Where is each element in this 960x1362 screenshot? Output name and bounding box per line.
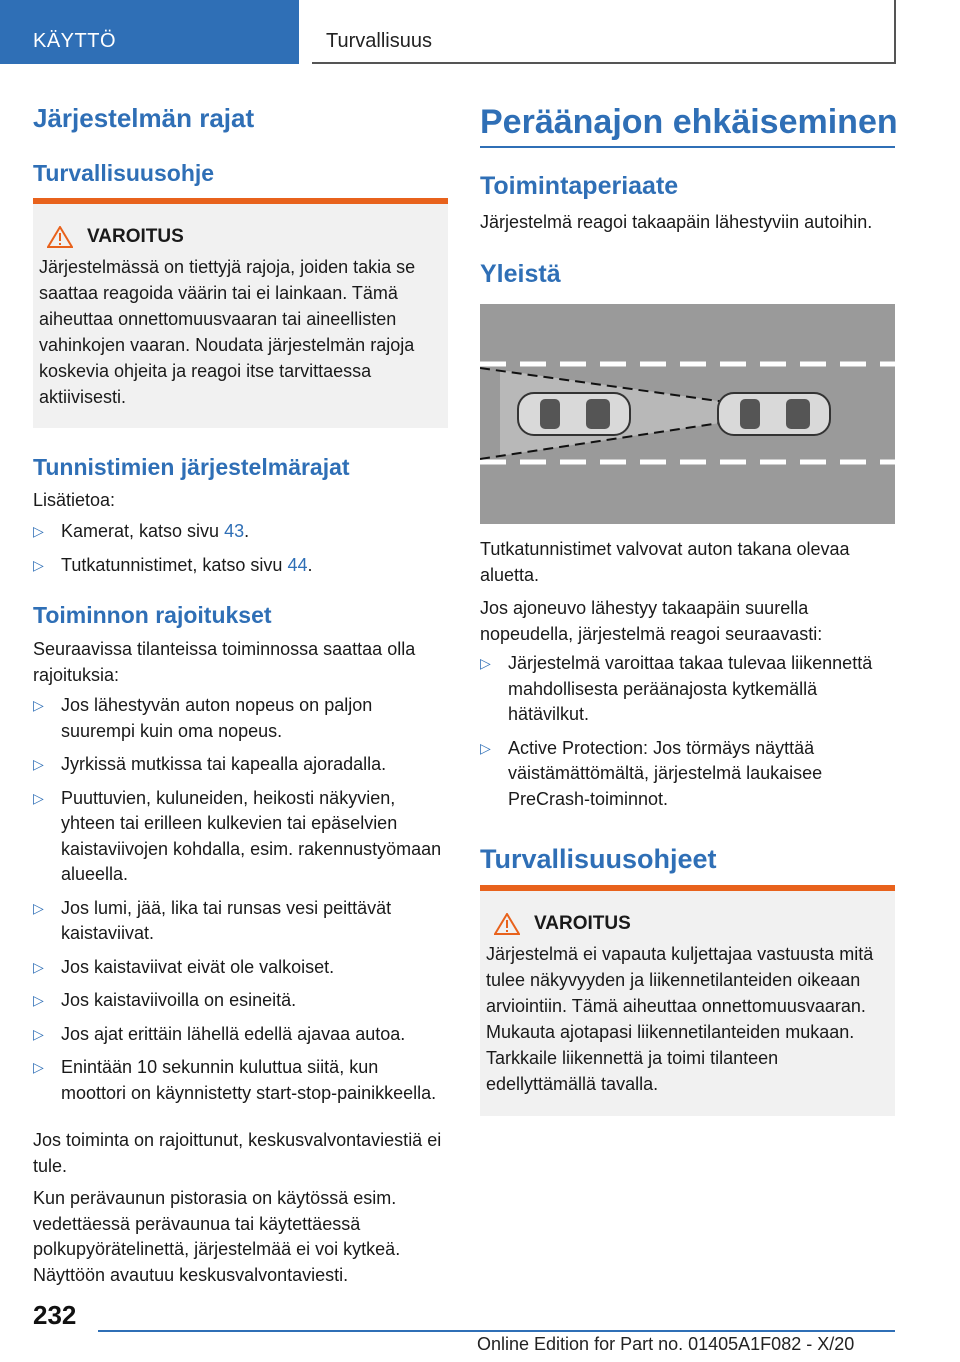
warning-header [47, 226, 438, 248]
list-item: ▷ Jos lähestyvän auton nopeus on paljon suurempi kuin oma nopeus. [33, 695, 373, 741]
list-item: ▷ Järjestelmä varoittaa takaa tulevaa liikennettä mahdollisesta peräänajosta kytkemällä hätävilkut. [480, 653, 873, 724]
rear-car-icon [518, 393, 630, 435]
edition-text: Online Edition for Part no. 01405A1F082 - X/20 [477, 1334, 855, 1354]
list-item: ▷ Enintään 10 sekunnin kuluttua siitä, kun moottori on käynnistetty start-stop-painikkeella. [33, 1057, 437, 1103]
list-item: ▷ Puuttuvien, kuluneiden, heikosti näkyvien, yhteen tai erilleen kulkevien tai epäselvien kaistaviivojen kohdalla, esim. rakennustyömaan alueella. [33, 787, 442, 884]
trailer-paragraph: Kun perävaunun pistorasia on käytössä esim. vedettäessä perävaunua tai käytettäessä polkupyörätelinettä, järjestelmää ei voi kytkeä. Näyttöön avautuu keskusvalvontaviesti. [33, 1188, 401, 1285]
list-item: ▷ Kamerat, katso sivu 43. [33, 519, 448, 545]
list-item: ▷ Tutkatunnistimet, katso sivu 44. [33, 553, 448, 579]
page-link-43[interactable]: 43 [224, 521, 245, 541]
page-number: 232 [33, 1300, 77, 1330]
list-item: ▷ Jos kaistaviivat eivät ole valkoiset. [33, 955, 448, 981]
own-car-icon [718, 393, 830, 435]
rear-radar-diagram [480, 304, 895, 524]
chapter-title: Turvallisuus [312, 0, 896, 64]
reaction-list [480, 651, 895, 820]
warning-box [480, 885, 895, 1116]
approach-text: Jos ajoneuvo lähestyy takaapäin suurella nopeudella, järjestelmä reagoi seuraavasti: [480, 598, 823, 644]
triangle-bullet-icon: ▷ [33, 958, 44, 975]
footer-divider [98, 1330, 895, 1332]
triangle-bullet-icon: ▷ [480, 739, 491, 756]
triangle-bullet-icon: ▷ [33, 992, 44, 1008]
sensor-list [33, 519, 448, 586]
page-link-44[interactable]: 44 [287, 554, 308, 575]
safety-notes-heading: Turvallisuusohjeet [480, 844, 717, 874]
system-limits-heading: Järjestelmän rajat [33, 103, 255, 133]
triangle-bullet-icon: ▷ [33, 789, 44, 806]
sensor-limits-heading: Tunnistimien järjestelmärajat [33, 454, 350, 480]
limits-intro: Seuraavissa tilanteissa toiminnossa saattaa olla rajoituksia: [33, 639, 416, 685]
triangle-bullet-icon: ▷ [33, 1059, 44, 1075]
warning-text: Järjestelmässä on tiettyjä rajoja, joiden takia se saattaa reagoida väärin tai ei lainkaan. Tämä aiheuttaa onnettomuusvaaran tai aineellisten vahinkojen vaaran. Noudata järjestelmän rajoja koskevia ohjeita ja reagoi itse tarvittaessa aktiivisesti. [39, 257, 416, 407]
warning-box [33, 198, 448, 428]
warning-text: Järjestelmä ei vapauta kuljettajaa vastuusta mitä tulee näkyvyyden ja liikennetilanteiden oikeaan arviointiin. Tämä aiheuttaa onnettomuusvaaran. Mukauta ajotapasi liikennetilanteiden mukaan. Tarkkaile liikennettä ja toimi tilanteen edellyttämällä tavalla. [486, 944, 874, 1094]
triangle-bullet-icon: ▷ [33, 697, 44, 713]
page-main-title: Peräänajon ehkäiseminen [480, 103, 898, 141]
radar-illustration [480, 304, 895, 524]
list-item: ▷ Jos lumi, jää, lika tai runsas vesi peittävät kaistaviivat. [33, 897, 392, 943]
safety-note-heading: Turvallisuusohje [33, 160, 215, 186]
triangle-bullet-icon: ▷ [33, 556, 44, 573]
title-divider [480, 146, 895, 148]
function-limits-heading: Toiminnon rajoitukset [33, 602, 272, 628]
triangle-bullet-icon: ▷ [33, 1025, 44, 1042]
warning-label: VAROITUS [87, 226, 184, 247]
list-item: ▷ Jos kaistaviivoilla on esineitä. [33, 988, 448, 1014]
triangle-bullet-icon: ▷ [33, 756, 44, 772]
principle-text: Järjestelmä reagoi takaapäin lähestyviin autoihin. [480, 212, 873, 232]
warning-header [494, 913, 885, 935]
list-item: ▷ Active Protection: Jos törmäys näyttää väistämättömältä, järjestelmä laukaisee PreCrash-toiminnot. [480, 737, 823, 809]
triangle-bullet-icon: ▷ [480, 655, 491, 671]
no-message-paragraph: Jos toiminta on rajoittunut, keskusvalvontaviestiä ei tule. [33, 1130, 442, 1176]
triangle-bullet-icon: ▷ [33, 523, 44, 539]
warning-triangle-icon [47, 226, 73, 248]
warning-label: VAROITUS [534, 913, 631, 934]
radar-text: Tutkatunnistimet valvovat auton takana olevaa aluetta. [480, 539, 850, 585]
list-item: ▷ Jyrkissä mutkissa tai kapealla ajoradalla. [33, 752, 448, 778]
limits-list [33, 693, 448, 1114]
principle-heading: Toimintaperiaate [480, 172, 679, 200]
warning-triangle-icon [494, 913, 520, 935]
section-tab: KÄYTTÖ [0, 0, 299, 64]
more-info-label: Lisätietoa: [33, 490, 116, 510]
general-heading: Yleistä [480, 260, 561, 288]
triangle-bullet-icon: ▷ [33, 899, 44, 916]
list-item: ▷ Jos ajat erittäin lähellä edellä ajavaa autoa. [33, 1022, 448, 1048]
